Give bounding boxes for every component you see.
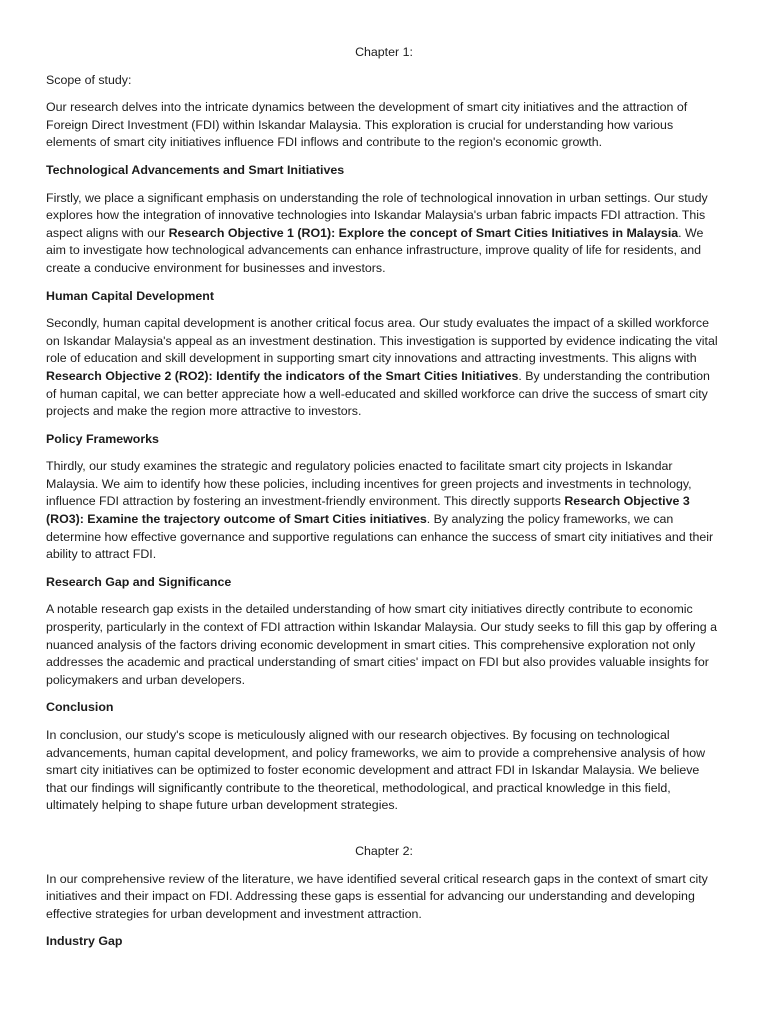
section-heading-technological: Technological Advancements and Smart Initiatives (46, 162, 345, 177)
research-objective-1: Research Objective 1 (RO1): Explore the concept of Smart Cities Initiatives in Malaysia (168, 225, 679, 240)
section-heading-policy: Policy Frameworks (46, 431, 159, 446)
section-heading-conclusion: Conclusion (46, 700, 114, 715)
section-paragraph-technological (46, 190, 722, 278)
paragraph-text: . By understanding the contribution of human capital, we can better appreciate how a well-educated and skilled workforce can drive the success of smart city projects and make the region more attractive to investors. (46, 368, 710, 419)
paragraph-text: . By analyzing the policy frameworks, we can determine how effective governance and supportive regulations can enhance the success of smart city initiatives and their ability to attract FDI. (46, 512, 714, 562)
section-paragraph-policy (46, 458, 722, 564)
section-paragraph-conclusion: In conclusion, our study's scope is meticulously aligned with our research objectives. By focusing on technological advancements, human capital development, and policy frameworks, we aim to provide a comprehensive analysis of how smart city initiatives can be optimized to foster economic development and attract FDI in Iskandar Malaysia. We believe that our findings will significantly contribute to the theoretical, methodological, and practical knowledge in this field, ultimately helping to shape future urban development strategies. (46, 728, 706, 813)
research-objective-2: Research Objective 2 (RO2): Identify the indicators of the Smart Cities Initiatives (46, 368, 519, 383)
chapter-2-intro: In our comprehensive review of the literature, we have identified several critical research gaps in the context of smart city initiatives and their impact on FDI. Addressing these gaps is essential for advancing our understanding and developing effective strategies for urban development and investment attraction. (46, 871, 708, 921)
paragraph-text: Secondly, human capital development is another critical focus area. Our study evaluates the impact of a skilled workforce on Iskandar Malaysia's appeal as an investment destination. This investigation is supported by evidence indicating the vital role of education and skill development in supporting smart city innovations and attracting investments. This aligns with (46, 316, 718, 366)
paragraph-text: Firstly, we place a significant emphasis on understanding the role of technological innovation in urban settings. Our study explores how the integration of innovative technologies into Iskandar Malaysia's urban fabric impacts FDI attraction. This aspect aligns with our (46, 190, 708, 240)
research-objective-3: Research Objective 3 (RO3): Examine the trajectory outcome of Smart Cities initiatives (46, 494, 690, 527)
paragraph-text: . We aim to investigate how technological advancements can enhance infrastructure, improve quality of life for residents, and create a conducive environment for businesses and investors. (46, 225, 704, 275)
section-paragraph-research-gap: A notable research gap exists in the detailed understanding of how smart city initiatives directly contribute to economic prosperity, particularly in the context of FDI attraction within Iskandar Malaysia. Our study seeks to fill this gap by offering a nuanced analysis of the factors driving economic development in smart cities. This comprehensive exploration not only addresses the academic and practical understanding of smart cities' impact on FDI but also provides valuable insights for policymakers and urban developers. (46, 602, 718, 687)
section-heading-human-capital: Human Capital Development (46, 288, 214, 303)
scope-label: Scope of study: (46, 72, 132, 87)
chapter-2-title: Chapter 2: (355, 843, 413, 858)
section-heading-research-gap: Research Gap and Significance (46, 574, 232, 589)
chapter-1-title: Chapter 1: (355, 45, 413, 59)
chapter-1-intro: Our research delves into the intricate dynamics between the development of smart city initiatives and the attraction of Foreign Direct Investment (FDI) within Iskandar Malaysia. This exploration is crucial for understanding how various elements of smart city initiatives influence FDI inflows and contribute to the region's economic growth. (46, 100, 688, 150)
section-heading-industry-gap: Industry Gap (46, 934, 123, 949)
paragraph-text: Thirdly, our study examines the strategic and regulatory policies enacted to facilitate smart city projects in Iskandar Malaysia. We aim to identify how these policies, including incentives for green projects and investments in technology, influence FDI attraction by fostering an investment-friendly environment. This directly supports (46, 459, 692, 509)
section-paragraph-human-capital (46, 315, 722, 421)
